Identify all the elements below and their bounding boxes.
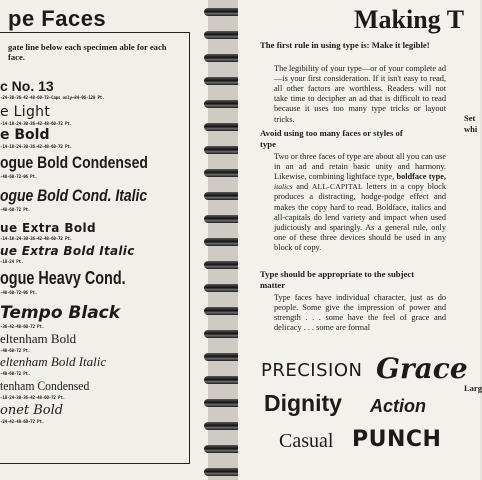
right-page <box>238 0 480 480</box>
type-sample-dignity: Dignity <box>264 390 342 416</box>
specimen-item <box>0 303 120 329</box>
left-page-title: pe Faces <box>8 6 107 31</box>
section-heading: Avoid using too many faces or styles of type <box>260 128 403 149</box>
specimen-sizes: -48-60-72-96 Pt. <box>0 290 38 295</box>
specimen-item <box>0 186 179 212</box>
specimen-name: eltenham Bold Italic <box>0 354 107 369</box>
specimen-name: tenham Condensed <box>0 378 90 393</box>
specimen-name: e Light <box>0 104 51 120</box>
right-page-title: Making T <box>354 5 465 34</box>
section-body <box>274 152 446 253</box>
specimen-name: ogue Bold Cond. Italic <box>0 186 148 205</box>
specimen-item <box>0 104 72 126</box>
type-sample-casual: Casual <box>279 430 334 452</box>
margin-note: Larg <box>464 383 482 393</box>
section-heading: The first rule in using type is: Make it legible! <box>260 40 430 50</box>
specimen-item <box>0 354 106 376</box>
specimen-name: c No. 13 <box>0 78 54 94</box>
specimen-sizes: -24-42-48-60-72 Pt. <box>0 419 45 424</box>
body-text: Two or three faces of type are about all you can use in an ad and retain basic unity and harmony. Likewise, combining lightface type, <box>274 152 446 182</box>
specimen-name: e Bold <box>0 127 50 143</box>
type-sample-precision: PRECISION <box>261 360 363 381</box>
specimen-sizes: -14-18-24-30-36-42-48-60-72 Pt. <box>0 236 72 241</box>
specimen-item <box>0 244 135 264</box>
specimen-item <box>0 403 63 424</box>
specimen-item <box>0 221 96 241</box>
body-bold-text: boldface type, <box>396 172 446 182</box>
margin-note: whi <box>464 124 478 134</box>
left-page-intro: gate line below each specimen able for each face. <box>8 42 167 63</box>
specimen-sizes: -24-30-36-42-48-60-72—Caps only—84-96-120 Pt. <box>0 95 105 100</box>
specimen-sizes: -18-24 Pt. <box>0 259 24 264</box>
specimen-item <box>0 268 157 295</box>
specimen-item <box>0 378 99 400</box>
type-sample-grace: Grace <box>376 352 468 385</box>
body-caps-text: ALL-CAPITAL <box>311 182 363 192</box>
specimen-name: Tempo Black <box>0 303 121 323</box>
section-heading: Type should be appropriate to the subject matter <box>260 269 415 290</box>
type-sample-punch: PUNCH <box>352 427 442 452</box>
section-body: Type faces have individual character, just as do people. Some give the impression of power and strength . . . some have the feel of grace and delicacy . . . some are formal <box>274 293 446 333</box>
specimen-item <box>0 331 76 353</box>
specimen-sizes: -14-18-24-30-36-42-48-60-72 Pt. <box>0 144 72 149</box>
margin-note: Set <box>464 113 476 123</box>
specimen-item <box>0 153 180 179</box>
specimen-name: ue Extra Bold Italic <box>0 244 135 258</box>
body-text: letters in a copy block produces a distracting, hodge-podge effect and makes the copy hard to read. Boldface, italics and all-capitals do lend variety and impact when used judiciously and sparingly. As a general rule, only one of these three devices should be used in any block of copy. <box>274 182 447 252</box>
body-italic-text: italics <box>274 182 293 192</box>
specimen-name: eltenham Bold <box>0 331 77 346</box>
specimen-name: ogue Heavy Cond. <box>0 268 126 288</box>
specimen-item <box>0 127 72 149</box>
specimen-sizes: -48-60-72 Pt. <box>0 348 31 353</box>
specimen-name: ue Extra Bold <box>0 221 97 235</box>
specimen-sizes: -18-24-30-36-42-48-60-72 Pt. <box>0 395 65 400</box>
specimen-sizes: -48-60-72 Pt. <box>0 371 31 376</box>
specimen-name: ogue Bold Condensed <box>0 153 148 172</box>
left-page <box>0 0 208 480</box>
specimen-sizes: -48-60-72 Pt. <box>0 207 31 212</box>
specimen-item <box>0 78 104 100</box>
type-sample-action: Action <box>370 396 426 416</box>
body-text: and <box>296 182 309 192</box>
specimen-sizes: -48-60-72-96 Pt. <box>0 174 38 179</box>
specimen-sizes: -36-42-48-60-72 Pt. <box>0 324 45 329</box>
specimen-name: onet Bold <box>0 403 64 418</box>
section-body: The legibility of your type—or of your complete ad—is your first consideration. If it isn't easy to read, all other factors are worthless. Readers will not take time to decipher an ad that is difficult to read because it uses too many type tricks or layout tricks. <box>274 64 446 124</box>
specimen-sizes: -14-18-24-30-36-42-48-60-72 Pt. <box>0 121 72 126</box>
